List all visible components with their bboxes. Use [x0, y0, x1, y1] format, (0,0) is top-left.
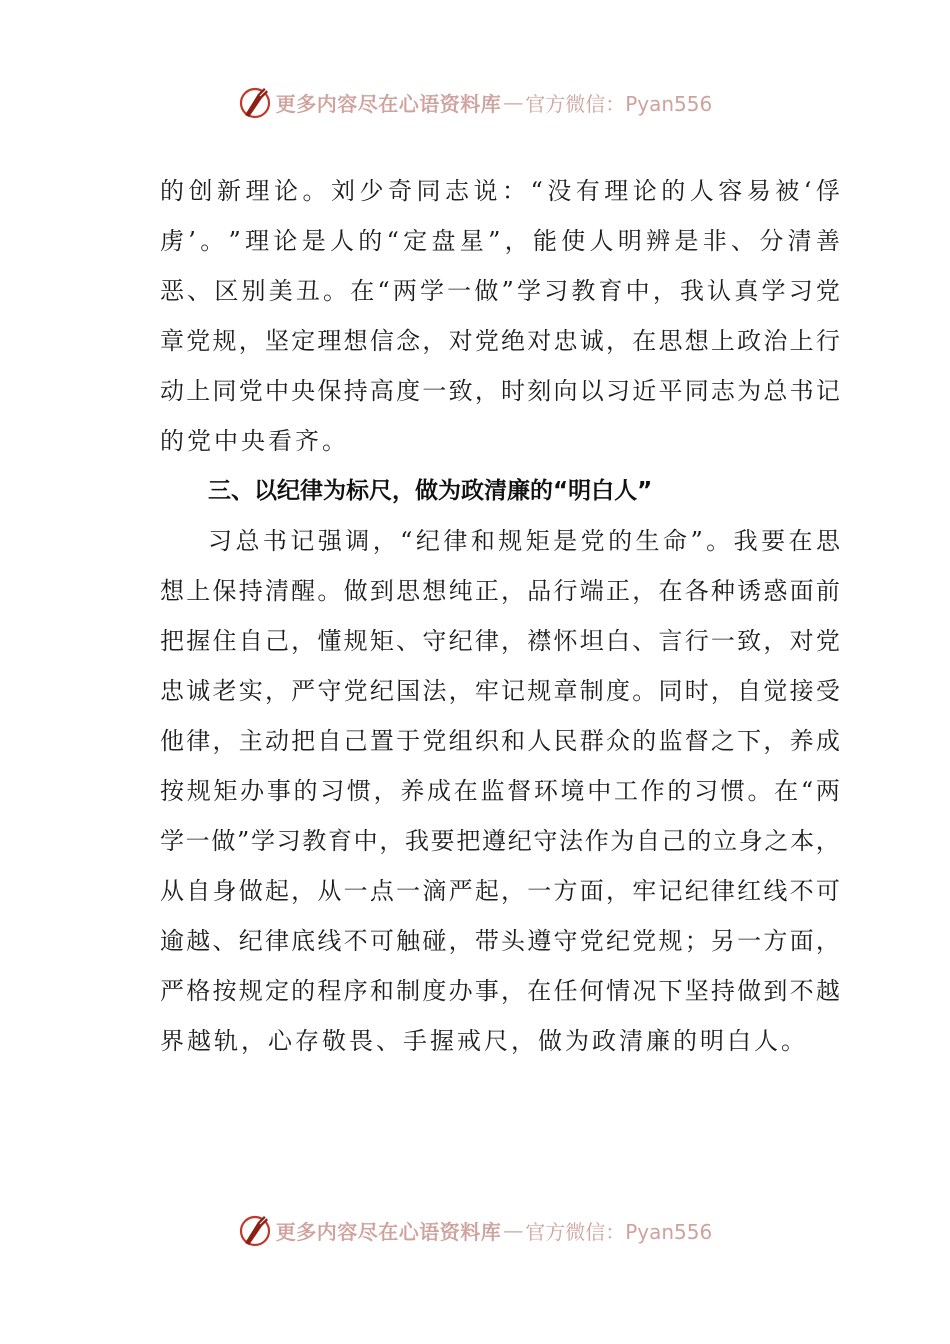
- text-line: 章 党 规 ， 坚 定 理 想 信 念 ， 对 党 绝 对 忠 诚 ， 在 思 想 上 政 治 上 行: [160, 327, 840, 355]
- text-line: 的党中央看齐。: [160, 427, 349, 455]
- text-line: 学 一 做 ” 学 习 教 育 中 ， 我 要 把 遵 纪 守 法 作 为 自 己 的 立 身 之 本 ，: [160, 827, 840, 855]
- header-banner: [0, 80, 950, 124]
- text-line: 虏 ’ 。 ” 理 论 是 人 的 “ 定 盘 星 ” ， 能 使 人 明 辨 是 非 、 分 清 善: [160, 227, 840, 255]
- text-line: 界越轨，心存敬畏、手握戒尺，做为政清廉的明白人。: [160, 1027, 808, 1055]
- document-body: [160, 166, 840, 1066]
- header-banner-wechat: 官方微信：Pyan556: [525, 91, 713, 116]
- footer-banner: [0, 1208, 950, 1252]
- text-line: 想 上 保 持 清 醒 。 做 到 思 想 纯 正 ， 品 行 端 正 ， 在 各 种 诱 惑 面 前: [160, 577, 840, 605]
- text-line: 的 创 新 理 论 。 刘 少 奇 同 志 说 ： “ 没 有 理 论 的 人 容 易 被 ‘ 俘: [160, 177, 840, 205]
- header-banner-separator: —: [503, 90, 524, 114]
- header-banner-text: 更多内容尽在心语资料库: [275, 91, 502, 116]
- footer-banner-wechat: 官方微信：Pyan556: [525, 1219, 713, 1244]
- text-line: 恶 、 区 别 美 丑 。 在 “ 两 学 一 做 ” 学 习 教 育 中 ， 我 认 真 学 习 党: [160, 277, 840, 305]
- pen-nib-logo-icon: [238, 82, 274, 122]
- text-line: 按 规 矩 办 事 的 习 惯 ， 养 成 在 监 督 环 境 中 工 作 的 习 惯 。 在 “ 两: [160, 777, 840, 805]
- footer-banner-text: 更多内容尽在心语资料库: [275, 1219, 502, 1244]
- text-line: 他 律 ， 主 动 把 自 己 置 于 党 组 织 和 人 民 群 众 的 监 督 之 下 ， 养 成: [160, 727, 840, 755]
- text-line: 逾 越 、 纪 律 底 线 不 可 触 碰 ， 带 头 遵 守 党 纪 党 规 ； 另 一 方 面 ，: [160, 927, 840, 955]
- text-line: 忠 诚 老 实 ， 严 守 党 纪 国 法 ， 牢 记 规 章 制 度 。 同 时 ， 自 觉 接 受: [160, 677, 840, 705]
- paragraph-2: [160, 516, 840, 1066]
- text-line: 习 总 书 记 强 调 ， “ 纪 律 和 规 矩 是 党 的 生 命 ” 。 我 要 在 思: [208, 527, 840, 555]
- text-line: 从 自 身 做 起 ， 从 一 点 一 滴 严 起 ， 一 方 面 ， 牢 记 纪 律 红 线 不 可: [160, 877, 840, 905]
- pen-nib-logo-icon: [238, 1210, 274, 1250]
- text-line: 动 上 同 党 中 央 保 持 高 度 一 致 ， 时 刻 向 以 习 近 平 同 志 为 总 书 记: [160, 377, 840, 405]
- section-heading: 三、以纪律为标尺，做为政清廉的“明白人”: [208, 478, 653, 504]
- text-line: 把 握 住 自 己 ， 懂 规 矩 、 守 纪 律 ， 襟 怀 坦 白 、 言 行 一 致 ， 对 党: [160, 627, 840, 655]
- paragraph-1: [160, 166, 840, 466]
- footer-banner-separator: —: [503, 1218, 524, 1242]
- text-line: 严 格 按 规 定 的 程 序 和 制 度 办 事 ， 在 任 何 情 况 下 坚 持 做 到 不 越: [160, 977, 840, 1005]
